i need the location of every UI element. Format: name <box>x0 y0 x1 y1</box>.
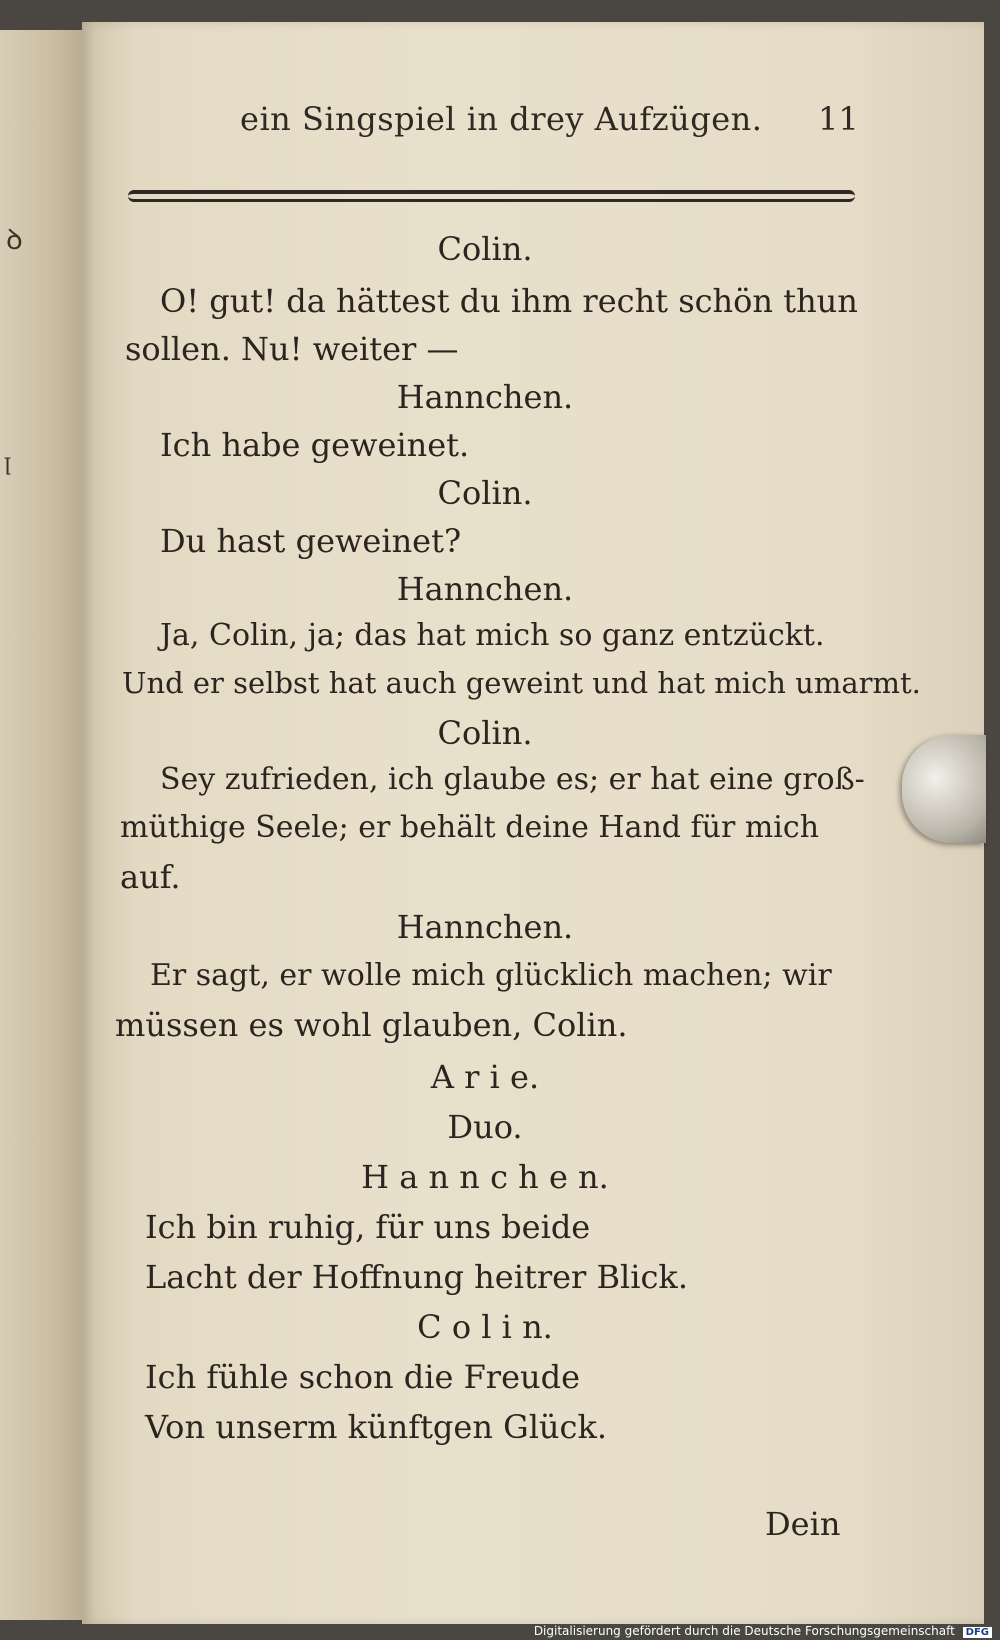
left-page-glyph: ꞁ <box>4 450 12 475</box>
digitization-credit <box>534 1624 992 1638</box>
speaker-name: H a n n c h e n. <box>361 1158 609 1196</box>
credit-text: Digitalisierung gefördert durch die Deutsche Forschungsgemeinschaft <box>533 1624 955 1638</box>
header-rule <box>128 190 855 202</box>
speaker-name: C o l i n. <box>417 1308 553 1346</box>
speaker-name: Colin. <box>437 230 533 268</box>
text-line: Ich habe geweinet. <box>160 426 470 464</box>
text-line: Er sagt, er wolle mich glücklich machen; wir <box>150 958 832 993</box>
running-title: ein Singspiel in drey Aufzügen. <box>240 100 763 138</box>
speaker-name: Colin. <box>437 714 533 752</box>
speaker-name: Hannchen. <box>396 378 574 416</box>
text-line: Und er selbst hat auch geweint und hat mich umarmt. <box>122 666 921 700</box>
text-line: Sey zufrieden, ich glaube es; er hat eine groß- <box>160 762 865 797</box>
text-line: müthige Seele; er behält deine Hand für mich <box>120 810 820 845</box>
page-clip <box>902 735 986 843</box>
text-line: auf. <box>120 858 181 896</box>
text-line: müssen es wohl glauben, Colin. <box>115 1006 628 1044</box>
page-number: 11 <box>818 100 859 138</box>
section-heading: Duo. <box>447 1108 523 1146</box>
verse-line: Ich bin ruhig, für uns beide <box>145 1208 591 1246</box>
speaker-name: Colin. <box>437 474 533 512</box>
verse-line: Lacht der Hoffnung heitrer Blick. <box>145 1258 688 1296</box>
left-page-glyph: ꝺ <box>6 223 23 256</box>
text-line: Ja, Colin, ja; das hat mich so ganz entzückt. <box>160 618 825 653</box>
text-line: Du hast geweinet? <box>160 522 462 560</box>
speaker-name: Hannchen. <box>396 570 574 608</box>
verse-line: Von unserm künftgen Glück. <box>145 1408 608 1446</box>
verse-line: Ich fühle schon die Freude <box>145 1358 581 1396</box>
text-line: sollen. Nu! weiter — <box>125 330 459 368</box>
text-line: O! gut! da hättest du ihm recht schön thun <box>160 282 858 320</box>
speaker-name: Hannchen. <box>396 908 574 946</box>
left-page-edge <box>0 30 82 1620</box>
catchword: Dein <box>765 1505 841 1543</box>
dfg-logo: DFG <box>963 1627 992 1638</box>
section-heading: A r i e. <box>430 1058 540 1096</box>
